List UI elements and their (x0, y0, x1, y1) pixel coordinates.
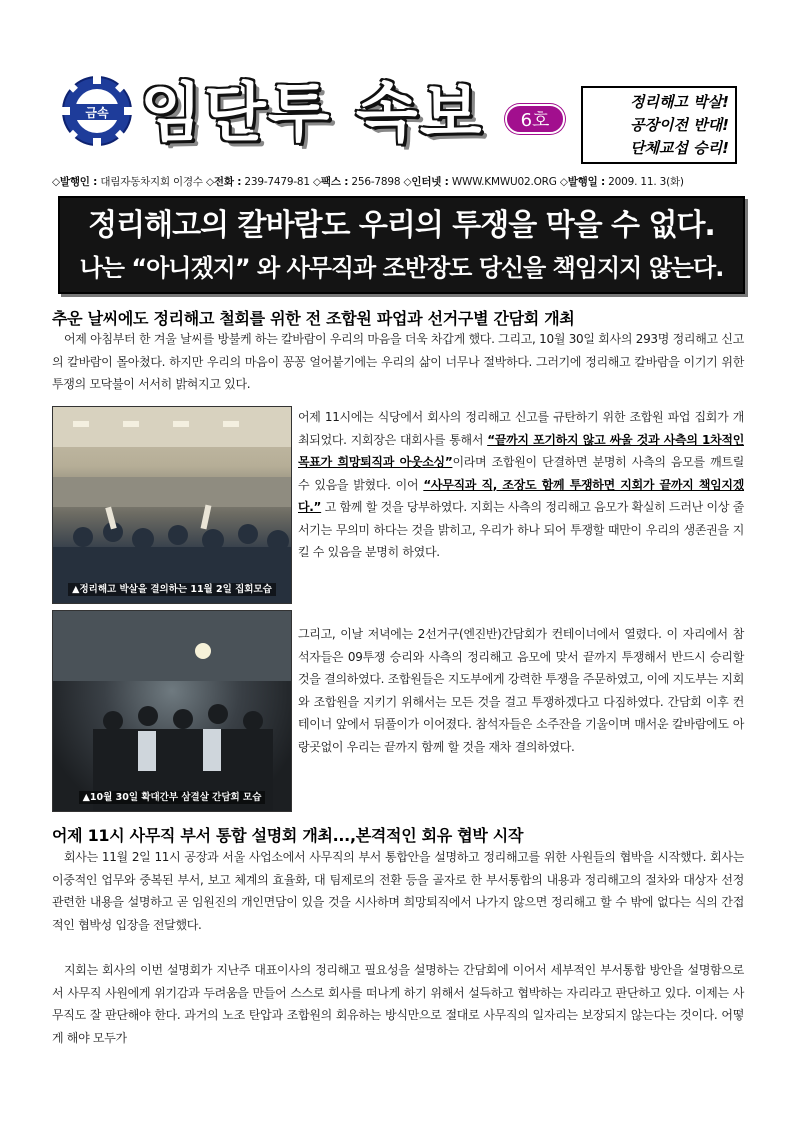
web-label: ◇인터넷 : (403, 176, 449, 188)
phone-label: ◇전화 : (206, 176, 242, 188)
newsletter-title: 임단투 속보 (140, 77, 484, 151)
section1-intro: 어제 아침부터 한 겨울 날씨를 방불케 하는 칼바람이 우리의 마음을 더욱 차갑게 했다. 그리고, 10월 30일 회사의 293명 정리해고 신고의 칼바람이 몰아쳤다. 하지만 우리의 마음이 꽁꽁 얼어붙기에는 우리의 삶이 너무나 절박하다. 그러기에 정리해고 칼바람을 이기기 위한 투쟁의 모닥불이 서서히 밝혀지고 있다. (52, 332, 744, 391)
p1-text-a: 어제 11시에는 식당에서 회사의 정리해고 신고를 규탄하기 위한 조합원 파업 집회가 개최되었다. 지회장은 대회사를 통해서 (298, 410, 744, 447)
publisher: 대림자동차지회 이경수 (100, 176, 203, 188)
slogan-1: 정리해고 박살! (629, 93, 729, 111)
section1-paragraph-2: 그리고, 이날 저녁에는 2선거구(엔진반)간담회가 컨테이너에서 열렸다. 이 자리에서 참석자들은 09투쟁 승리와 사측의 정리해고 음모에 맞서 끝까지 투쟁해서 반드시 승리할 것을 결의하였다. 조합원들은 지도부에게 강력한 투쟁을 주문하였고, 이에 지도부는 지회와 조합원을 지키기 위해서는 모든 것을 걸고 투쟁하겠다고 다짐하였다. 간담회 이후 컨테이너 앞에서 뒤풀이가 이어졌다. 참석자들은 소주잔을 기울이며 매서운 칼바람에도 아랑곳없이 우리는 끝까지 함께 할 것을 재차 결의하였다. (298, 627, 744, 754)
publisher-label: ◇발행인 : (52, 176, 98, 188)
section2-paragraph-1: 회사는 11월 2일 11시 공장과 서울 사업소에서 사무직의 부서 통합안을 설명하고 정리해고를 위한 사원들의 협박을 시작했다. 회사는 이중적인 업무와 중복된 부서, 보고 체계의 효율화, 대 팀제로의 전환 등을 골자로 한 부서통합의 내용과 정리해고의 절차와 대상자 선정 관련한 내용을 설명하고 곧 임원진의 개인면담이 있을 것을 시사하며 희망퇴직에서 나가지 않으면 정리해고 할 수 밖에 없다는 식의 간접적인 협박성 입장을 전달했다. (52, 850, 744, 932)
fax: 256-7898 (351, 176, 401, 188)
slogan-box (581, 86, 737, 164)
issue-badge: 6호 (505, 104, 565, 134)
fax-label: ◇팩스 : (313, 176, 349, 188)
date-label: ◇발행일 : (559, 176, 606, 188)
section2-title: 어제 11시 사무직 부서 통합 설명회 개최...,본격적인 회유 협박 시작 (52, 826, 524, 845)
photo1-caption: ▲정리해고 박살을 결의하는 11월 2일 집회모습 (68, 583, 276, 596)
section2-paragraph-2: 지회는 회사의 이번 설명회가 지난주 대표이사의 정리해고 필요성을 설명하는 간담회에 이어서 세부적인 부서통합 방안을 설명함으로서 사무직 사원에게 위기감과 두려움을 만들어 스스로 회사를 떠나게 하기 위해서 설득하고 협박하는 자리라고 판단하고 있다. 이제는 사무직도 잘 판단해야 한다. 과거의 노조 탄압과 조합원의 회유하는 방식만으로 절대로 사무직의 일자리는 보장되지 않는다는 것이다. 어떻게 해야 모두가 (52, 963, 744, 1045)
union-logo (60, 74, 134, 148)
publication-info (52, 174, 744, 189)
section1-title: 추운 날씨에도 정리해고 철회를 위한 전 조합원 파업과 선거구별 간담회 개최 (52, 309, 575, 328)
phone: 239-7479-81 (244, 176, 310, 188)
slogan-3: 단체교섭 승리! (629, 139, 729, 157)
headline-banner (58, 196, 745, 294)
logo-text: 금속 (85, 106, 109, 120)
website[interactable]: WWW.KMWU02.ORG (451, 176, 557, 188)
publish-date: 2009. 11. 3(화) (608, 176, 684, 188)
headline: 정리해고의 칼바람도 우리의 투쟁을 막을 수 없다. (88, 208, 715, 243)
p1-quote-1: “끝까지 포기하지 않고 싸울 것과 사측의 1차적인 목표가 희망퇴직과 아웃소싱” (298, 432, 744, 469)
subheadline: 나는 “아니겠지” 와 사무직과 조반장도 당신을 책임지지 않는다. (79, 254, 724, 282)
rally-photo (52, 406, 292, 604)
slogan-2: 공장이전 반대! (629, 116, 729, 134)
p1-text-c: 고 함께 할 것을 당부하였다. 지회는 사측의 정리해고 음모가 확실히 드러난 이상 줄서기는 무의미 하다는 것을 밝히고, 우리가 하나 되어 투쟁할 때만이 우리의 생존권을 지킬 수 있음을 분명히 하였다. (298, 500, 744, 559)
p1-quote-2: “사무직과 직, 조장도 함께 투쟁하면 지회가 끝까지 책임지겠다.” (298, 477, 745, 514)
photo2-caption: ▲10월 30일 확대간부 삼결살 간담회 모습 (79, 791, 266, 804)
p1-text-b: 이라며 조합원이 단결하면 분명히 사측의 음모를 깨트릴 수 있음을 밝혔다. 이어 (298, 455, 744, 492)
meeting-photo (52, 610, 292, 812)
section1-paragraph-1 (298, 406, 744, 564)
